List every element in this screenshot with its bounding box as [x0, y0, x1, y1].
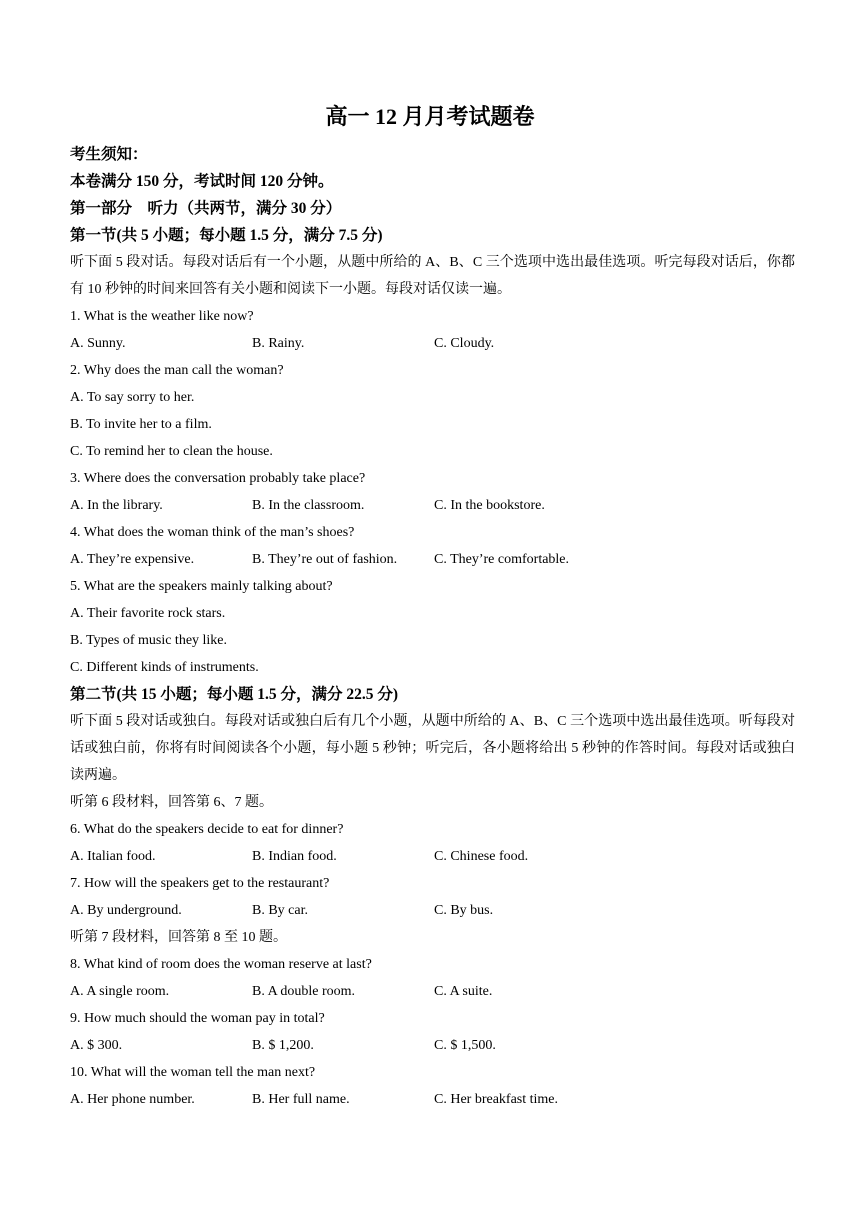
- part1-heading: 第一部分 听力（共两节，满分 30 分）: [70, 200, 342, 217]
- question-4-options: [70, 546, 795, 573]
- q5-option-a: A. Their favorite rock stars.: [70, 606, 226, 621]
- q7-option-a: A. By underground.: [70, 903, 182, 918]
- question-2-stem: 2. Why does the man call the woman?: [70, 363, 284, 378]
- q5-option-b: B. Types of music they like.: [70, 633, 228, 648]
- q10-option-a: A. Her phone number.: [70, 1092, 195, 1107]
- section2-instructions: 听下面 5 段对话或独白。每段对话或独白后有几个小题，从题中所给的 A、B、C 三个选项中选出最佳选项。听每段对话或独白前，你将有时间阅读各个小题，每小题 5 秒钟；听完后，各小题将给出 5 秒钟的作答时间。每段对话或独白读两遍。: [70, 714, 795, 783]
- question-3-options: [70, 492, 795, 519]
- q8-option-b: B. A double room.: [252, 984, 356, 999]
- q4-option-a: A. They’re expensive.: [70, 552, 195, 567]
- question-8-options: [70, 978, 795, 1005]
- question-9-stem: 9. How much should the woman pay in total?: [70, 1011, 325, 1026]
- q8-option-c: C. A suite.: [434, 984, 493, 999]
- q6-option-b: B. Indian food.: [252, 849, 337, 864]
- q6-option-a: A. Italian food.: [70, 849, 156, 864]
- q10-option-c: C. Her breakfast time.: [434, 1092, 559, 1107]
- q4-option-c: C. They’re comfortable.: [434, 552, 570, 567]
- section1-instructions: 听下面 5 段对话。每段对话后有一个小题，从题中所给的 A、B、C 三个选项中选出最佳选项。听完每段对话后，你都有 10 秒钟的时间来回答有关小题和阅读下一小题。每段对话仅读一遍。: [70, 255, 795, 297]
- q3-option-a: A. In the library.: [70, 498, 163, 513]
- exam-content: [70, 141, 795, 1113]
- question-5-stem: 5. What are the speakers mainly talking about?: [70, 579, 333, 594]
- q2-option-b: B. To invite her to a film.: [70, 417, 212, 432]
- q2-option-c: C. To remind her to clean the house.: [70, 444, 273, 459]
- q9-option-c: C. $ 1,500.: [434, 1038, 496, 1053]
- q6-option-c: C. Chinese food.: [434, 849, 529, 864]
- q10-option-b: B. Her full name.: [252, 1092, 350, 1107]
- question-7-options: [70, 897, 795, 924]
- page-title: 高一 12 月月考试题卷: [325, 104, 535, 129]
- q7-option-c: C. By bus.: [434, 903, 494, 918]
- q4-option-b: B. They’re out of fashion.: [252, 552, 398, 567]
- question-1-stem: 1. What is the weather like now?: [70, 309, 254, 324]
- question-3-stem: 3. Where does the conversation probably take place?: [70, 471, 366, 486]
- q1-option-b: B. Rainy.: [252, 336, 305, 351]
- material-6-note: 听第 6 段材料，回答第 6、7 题。: [70, 795, 273, 810]
- q7-option-b: B. By car.: [252, 903, 308, 918]
- score-time-line: 本卷满分 150 分，考试时间 120 分钟。: [70, 173, 334, 190]
- question-10-options: [70, 1086, 795, 1113]
- q8-option-a: A. A single room.: [70, 984, 170, 999]
- section1-heading: 第一节(共 5 小题；每小题 1.5 分，满分 7.5 分): [70, 227, 383, 244]
- q1-option-a: A. Sunny.: [70, 336, 126, 351]
- question-6-stem: 6. What do the speakers decide to eat for dinner?: [70, 822, 344, 837]
- q3-option-b: B. In the classroom.: [252, 498, 365, 513]
- q2-option-a: A. To say sorry to her.: [70, 390, 195, 405]
- notice-heading: 考生须知：: [70, 146, 148, 163]
- question-10-stem: 10. What will the woman tell the man next?: [70, 1065, 316, 1080]
- q9-option-a: A. $ 300.: [70, 1038, 123, 1053]
- question-9-options: [70, 1032, 795, 1059]
- question-1-options: [70, 330, 795, 357]
- question-4-stem: 4. What does the woman think of the man’s shoes?: [70, 525, 355, 540]
- question-7-stem: 7. How will the speakers get to the restaurant?: [70, 876, 330, 891]
- q5-option-c: C. Different kinds of instruments.: [70, 660, 259, 675]
- q1-option-c: C. Cloudy.: [434, 336, 495, 351]
- material-7-note: 听第 7 段材料，回答第 8 至 10 题。: [70, 930, 287, 945]
- section2-heading: 第二节(共 15 小题；每小题 1.5 分，满分 22.5 分): [70, 686, 399, 703]
- question-6-options: [70, 843, 795, 870]
- q3-option-c: C. In the bookstore.: [434, 498, 545, 513]
- question-8-stem: 8. What kind of room does the woman reserve at last?: [70, 957, 372, 972]
- q9-option-b: B. $ 1,200.: [252, 1038, 314, 1053]
